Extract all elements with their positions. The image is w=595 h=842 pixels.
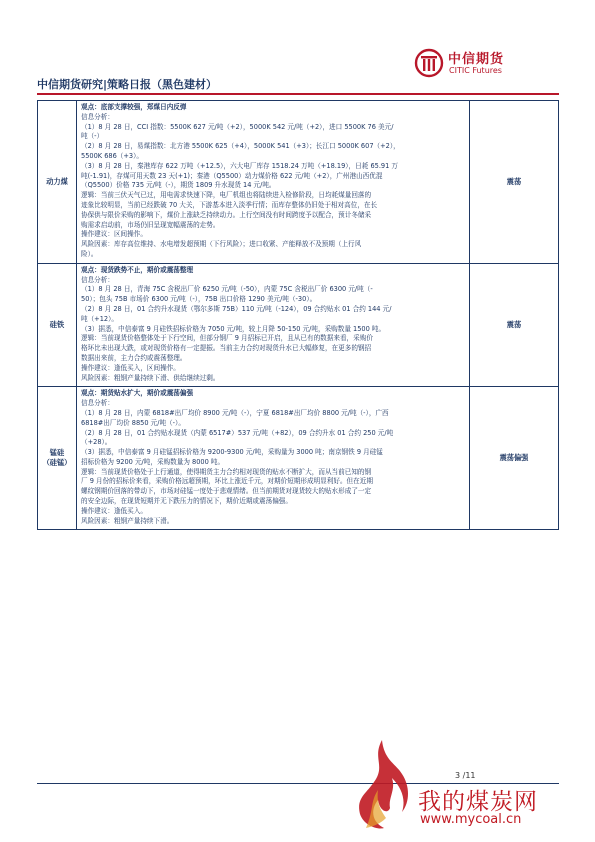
analysis-line: 信息分析：	[81, 399, 114, 408]
analysis-line: 数据出来前，主力合约或震荡整理。	[81, 353, 187, 362]
analysis-line: 操作建议：区间操作。	[81, 230, 147, 239]
analysis-cell	[77, 263, 470, 387]
analysis-line: 迹象比较明显，当前已经跌破 70 大关，下游基本进入淡季行情；而库存整体仍旧处于相对高位，在长	[81, 200, 378, 209]
analysis-line: 厂 9 月份的招标价来看，采购价格远超预期，环比上涨近千元，对期价短期形成明显利好。但在近期	[81, 477, 373, 486]
logo-text-cn: 中信期货	[448, 52, 505, 67]
analysis-line: 操作建议：逢低买入，区间操作。	[81, 363, 180, 372]
strategy-table	[37, 100, 559, 530]
analysis-line: 购需求启动前，市场仍旧呈现宽幅震荡的走势。	[81, 220, 220, 229]
page-title: 中信期货研究|策略日报（黑色建材）	[37, 78, 218, 91]
analysis-line: （2）8 月 28 日，01 合约升水现货（鄂尔多斯 75B）110 元/吨（-124），09 合约贴水 01 合约 144 元/	[81, 304, 392, 313]
analysis-line: （2）8 月 28 日，易煤指数：北方港 5500K 625（+4），5000K 541（+3）；长江口 5000K 607（+2），	[81, 142, 400, 151]
analysis-line: 操作建议：逢低买入。	[81, 506, 147, 515]
commodity-label: 动力煤	[38, 101, 77, 264]
analysis-line: 螺纹钢期价回落的带动下，市场对硅锰一度处于悲观情绪。但当前期货对现货较大的贴水形成了一定	[81, 487, 372, 496]
analysis-line: （2）8 月 28 日，01 合约贴水现货（内蒙 6517#）537 元/吨（+82），09 合约升水 01 合约 250 元/吨	[81, 428, 394, 437]
citic-futures-logo	[414, 46, 524, 86]
page-number: 3 /11	[455, 771, 476, 780]
analysis-line: （1）8 月 28 日，CCI 指数：5500K 627 元/吨（+2），5000K 542 元/吨（+2），进口 5500K 76 美元/	[81, 122, 394, 131]
outlook-verdict: 震荡	[470, 263, 559, 387]
commodity-label: 锰硅 （硅锰）	[38, 387, 77, 530]
table-row	[38, 263, 559, 387]
table-row	[38, 101, 559, 264]
analysis-line: 逻辑：当前现货价格整体处于下行空间，但部分钢厂 9 月招标已开启，且从已有的数据来看，采购价	[81, 334, 373, 343]
analysis-line: 6818#出厂均价 8850 元/吨（-）。	[81, 418, 185, 427]
analysis-line: 吨(-1.91)，存煤可用天数 23 天(+1)；秦港（Q5500）动力煤价格 622 元/吨（+2），广州港山西优混	[81, 171, 383, 180]
table-row	[38, 387, 559, 530]
outlook-verdict: 震荡	[470, 101, 559, 264]
analysis-line: 风险因素：粗钢产量持续下滑。	[81, 516, 174, 525]
analysis-line: 50）；包头 75B 市场价 6300 元/吨（-），75B 出口价格 1290 美元/吨（-30）。	[81, 295, 317, 304]
analysis-line: （1）8 月 28 日，内蒙 6818#出厂均价 8900 元/吨（-），宁夏 6818#出厂均价 8800 元/吨（-），广西	[81, 408, 389, 417]
analysis-line: 险）。	[81, 249, 98, 258]
commodity-label: 硅铁	[38, 263, 77, 387]
outlook-verdict: 震荡偏强	[470, 387, 559, 530]
title-divider	[37, 93, 559, 95]
analysis-line: （3）8 月 28 日，秦港库存 622 万吨（+12.5），六大电厂库存 1518.24 万吨（+18.19），日耗 65.91 万	[81, 161, 399, 170]
watermark-site-name: 我的煤炭网	[418, 789, 538, 815]
analysis-line: （3）据悉，中信泰富 9 月硅铁招标价格为 7050 元/吨，较上月降 50-150 元/吨，采购数量 1500 吨。	[81, 324, 386, 333]
viewpoint-line: 观点：期货贴水扩大，期价或震荡偏强	[81, 389, 194, 398]
analysis-line: 5500K 686（+3）。	[81, 151, 143, 160]
analysis-line: （1）8 月 28 日，青海 75C 含税出厂价 6250 元/吨（-50），内蒙 75C 含税出厂价 6300 元/吨（-	[81, 285, 373, 294]
analysis-line: 协保供与限价采购的影响下，煤价上涨缺乏持续动力。上行空间没有时间跨度予以配合，预计冬储采	[81, 210, 372, 219]
flame-watermark-icon	[352, 738, 410, 830]
analysis-line: 的安全边际，在现货短期并无下跌压力的情况下，期价近期或震荡偏强。	[81, 497, 292, 506]
viewpoint-line: 观点：现货跌势不止，期价或震荡整理	[81, 265, 194, 274]
analysis-line: （Q5500）价格 735 元/吨（-），期货 1809 升水现货 14 元/吨。	[81, 181, 276, 190]
analysis-line: 格环比未出现大跌，或对现货价格有一定提振。当前主力合约对现货升水已大幅修复，在更多的钢招	[81, 344, 372, 353]
analysis-line: 信息分析：	[81, 275, 114, 284]
analysis-cell	[77, 387, 470, 530]
analysis-line: （+28）。	[81, 438, 112, 447]
analysis-cell	[77, 101, 470, 264]
analysis-line: 风险因素：粗钢产量持续下滑、供给继续过剩。	[81, 373, 220, 382]
analysis-line: 吨（-）	[81, 132, 104, 141]
viewpoint-line: 观点：底部支撑较强，郑煤日内反弹	[81, 103, 187, 111]
citic-logo-icon	[414, 48, 444, 78]
analysis-line: 信息分析：	[81, 112, 114, 121]
analysis-line: 逻辑：当前三伏天气已过，用电需求快速下降，电厂机组也将陆续进入检修阶段，日均耗煤量回落的	[81, 191, 372, 200]
analysis-line: 逻辑：当前现货价格处于上行通道，使得期货主力合约相对现货的贴水不断扩大，而从当前已知的钢	[81, 467, 372, 476]
analysis-line: 招标价格为 9200 元/吨，采购数量为 8000 吨。	[81, 457, 225, 466]
logo-text-en: CITIC Futures	[449, 66, 502, 75]
analysis-line: （3）据悉，中信泰富 9 月硅锰招标价格为 9200-9300 元/吨，采购量为 3000 吨；南京钢铁 9 月硅锰	[81, 448, 383, 457]
analysis-line: 风险因素：库存高位维持、水电增发超预期（下行风险）；进口收紧、产能释放不及预期（上行风	[81, 240, 362, 249]
watermark-url: www.mycoal.cn	[420, 812, 522, 827]
analysis-line: 吨（+12）。	[81, 314, 118, 323]
